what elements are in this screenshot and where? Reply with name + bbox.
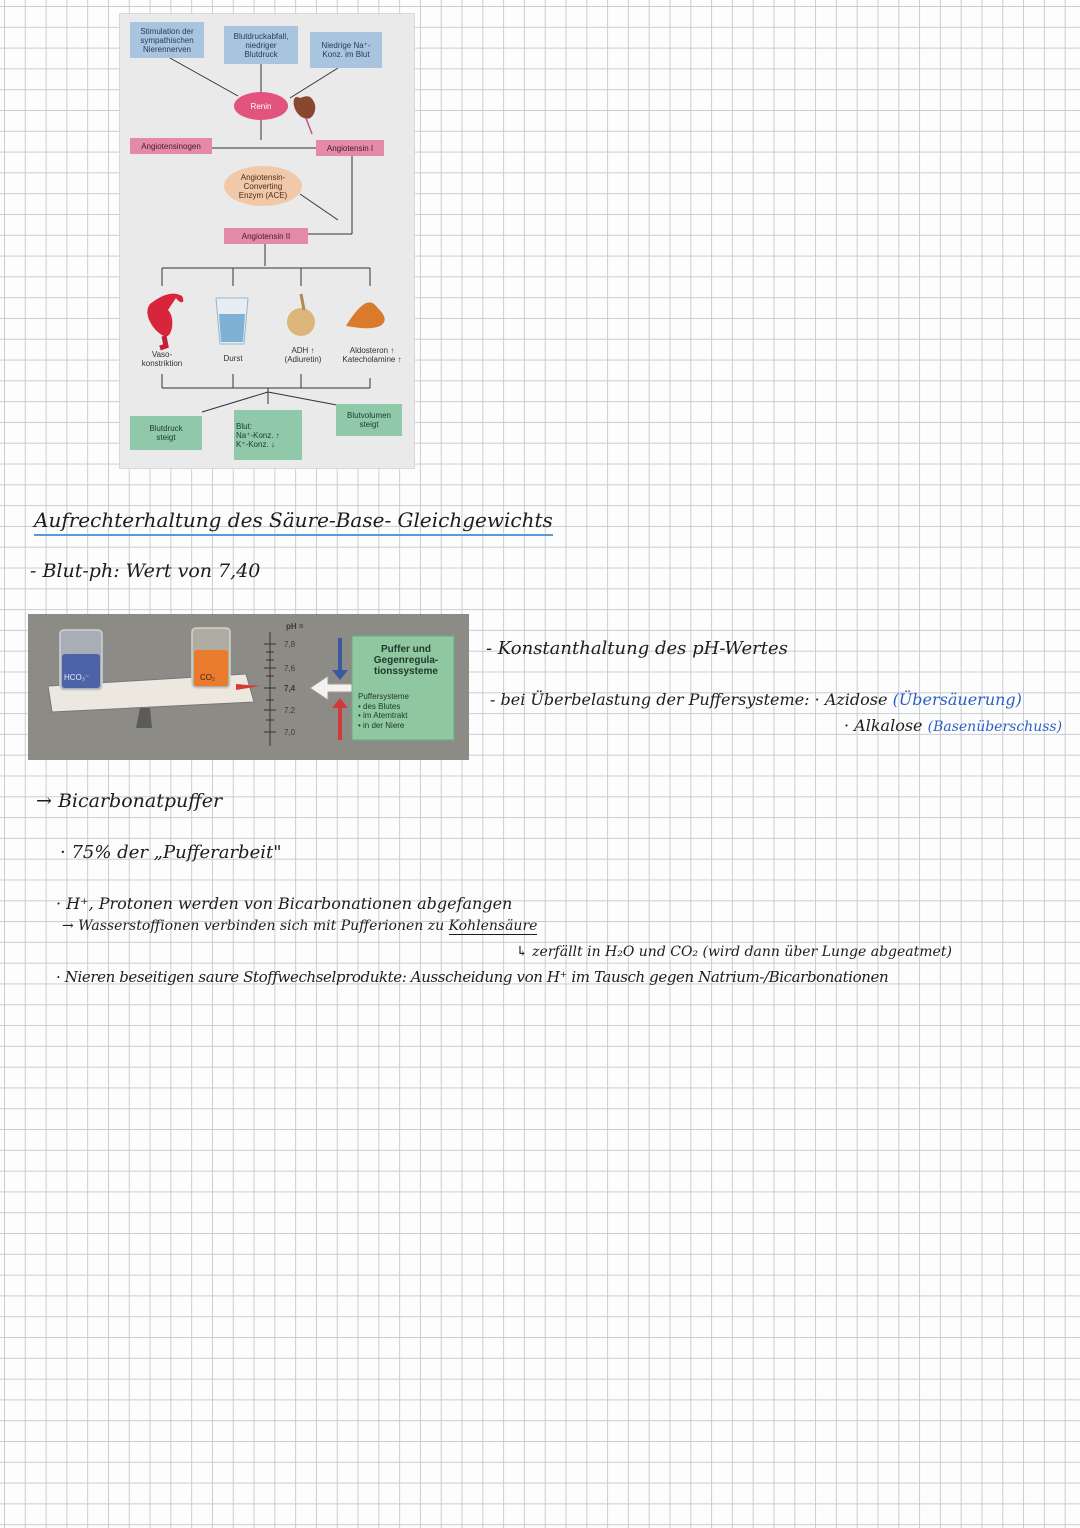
raas-diagram-photo [120, 14, 414, 468]
hydrogen-text: → Wasserstoffionen verbinden sich mit Pufferionen zu [62, 918, 445, 934]
azidose-note: (Übersäuerung) [892, 690, 1022, 709]
blood-ph-line: - Blut-ph: Wert von 7,40 [30, 560, 261, 582]
ace-node: Angiotensin- Converting Enzym (ACE) [224, 166, 302, 206]
alkalose-note: (Basenüberschuss) [927, 719, 1063, 735]
protons-line: · H⁺, Protonen werden von Bicarbonationen abgefangen [56, 894, 513, 913]
outcome-blood-pressure: Blutdruck steigt [130, 416, 202, 450]
ph-tick-72: 7,2 [284, 706, 296, 715]
buffer-box-list [358, 692, 458, 730]
buffer-item-kidney: • in der Niere [358, 720, 405, 730]
angiotensinogen-node: Angiotensinogen [130, 138, 212, 154]
decay-line: ↳ zerfällt in H₂O und CO₂ (wird dann über Lunge abgeatmet) [516, 944, 952, 960]
buffer-item-blood: • des Blutes [358, 701, 401, 711]
alkalose-line [844, 716, 1062, 735]
buffer-box-title: Puffer und Gegenregula- tionssysteme [373, 644, 439, 677]
section-heading: Aufrechterhaltung des Säure-Base- Gleichgewichts [34, 508, 553, 536]
effect-vasoconstriction: Vaso- konstriktion [141, 350, 183, 368]
buffer-system-photo [28, 614, 469, 760]
effect-aldosterone: Aldosteron ↑ Katecholamine ↑ [342, 346, 402, 364]
effect-thirst: Durst [223, 354, 243, 363]
constant-ph-line: - Konstanthaltung des pH-Wertes [486, 638, 788, 659]
outcome-blood-volume: Blutvolumen steigt [336, 404, 402, 436]
trigger-blood-pressure-drop: Blutdruckabfall, niedriger Blutdruck [224, 26, 298, 64]
ph-tick-78: 7,8 [284, 640, 296, 649]
buffer-item-respiratory: • im Atemtrakt [358, 711, 408, 720]
carbonic-acid-term: Kohlensäure [448, 918, 538, 934]
overload-text: - bei Überbelastung der Puffersysteme: · Azidose [490, 690, 888, 709]
overload-line [490, 690, 1022, 709]
buffer-illustration [28, 614, 469, 760]
effect-adh: ADH ↑ (Adiuretin) [284, 346, 322, 364]
hydrogen-line [62, 918, 537, 934]
trigger-low-sodium: Niedrige Na⁺- Konz. im Blut [310, 32, 382, 68]
outcome-blood-concentrations: Blut: Na⁺-Konz. ↑ K⁺-Konz. ↓ [234, 410, 302, 460]
buffer-percent-line: · 75% der „Pufferarbeit" [60, 842, 282, 863]
ph-tick-74: 7,4 [284, 684, 296, 693]
buffer-box-subtitle: Puffersysteme [358, 692, 409, 701]
left-beaker-label: HCO₃⁻ [64, 673, 90, 682]
kidney-line: · Nieren beseitigen saure Stoffwechselprodukte: Ausscheidung von H⁺ im Tausch gegen Natrium-/Bicarbonationen [56, 968, 889, 986]
angiotensin-1-node: Angiotensin I [316, 140, 384, 156]
alkalose-text: · Alkalose [844, 716, 923, 735]
bicarbonat-heading: → Bicarbonatpuffer [36, 790, 223, 812]
renin-node: Renin [234, 92, 288, 120]
ph-tick-76: 7,6 [284, 664, 296, 673]
angiotensin-2-node: Angiotensin II [224, 228, 308, 244]
ph-scale-label: pH = [286, 622, 304, 631]
trigger-sympathetic: Stimulation der sympathischen Nierennerven [130, 22, 204, 58]
ph-tick-70: 7,0 [284, 728, 296, 737]
right-beaker-label: CO₂ [200, 673, 216, 682]
